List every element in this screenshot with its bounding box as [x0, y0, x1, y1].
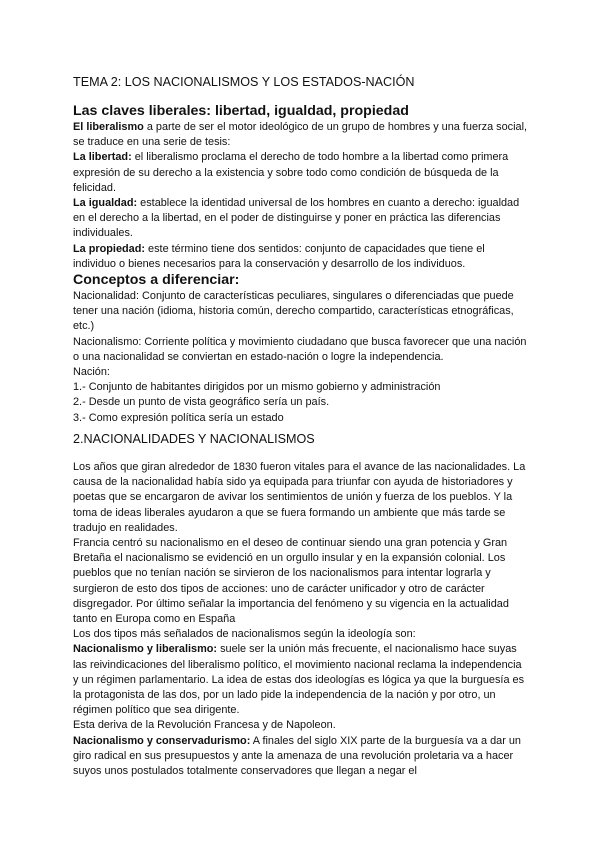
document-title: TEMA 2: LOS NACIONALISMOS Y LOS ESTADOS-NACIÓN [73, 75, 415, 89]
list-item-2: 2.- Desde un punto de vista geográfico sería un país. [73, 396, 330, 409]
section-nacionalidades [73, 460, 529, 779]
paragraph-nac-conservadurismo [73, 734, 529, 780]
section-title-nacionalidades: 2.NACIONALIDADES Y NACIONALISMOS [73, 432, 315, 446]
paragraph-nacionalismo: Nacionalismo: Corriente política y movimiento ciudadano que busca favorecer que una nación o una nacionalidad se conviertan en estado-nación o logre la independencia. [73, 335, 527, 363]
text-nac-liberalismo: suele ser la unión más frecuente, el nacionalismo hace suyas las reivindicaciones del liberalismo político, el movimiento nacional reclama la independencia y un régimen parlamentario. La idea de estas dos ideologías es lógica ya que la burguesía es la protagonista de las dos, por un lado pide la independencia de la nación y por otro, un régimen político que sea dirigente. [73, 643, 525, 717]
text-propiedad: este término tiene dos sentidos: conjunto de capacidades que tiene el individuo o bienes necesarios para la conservación y desarrollo de los individuos. [73, 242, 485, 270]
list-item-1: 1.- Conjunto de habitantes dirigidos por un mismo gobierno y administración [73, 381, 441, 394]
text-libertad: el liberalismo proclama el derecho de todo hombre a la libertad como primera expresión de su derecho a la existencia y sobre todo como condición de búsqueda de la felicidad. [73, 151, 509, 194]
term-nac-liberalismo: Nacionalismo y liberalismo: [73, 643, 218, 656]
text-liberalismo: a parte de ser el motor ideológico de un grupo de hombres y una fuerza social, se traduce en una serie de tesis: [73, 121, 528, 149]
term-liberalismo: El liberalismo [73, 121, 144, 133]
text-igualdad: establece la identidad universal de los hombres en cuanto a derecho: igualdad en el derecho a la libertad, en el poder de distinguirse y poner en práctica las diferencias individuales. [73, 197, 520, 240]
paragraph-deriva: Esta deriva de la Revolución Francesa y de Napoleon. [73, 719, 336, 732]
paragraph-1830: Los años que giran alrededor de 1830 fueron vitales para el avance de las nacionalidades. La causa de la nacionalidad había sido ya equipada para triunfar con ayuda de historiadores y poetas que se encargaron de avivar los sentimientos de unión y fuerza de los pueblos. Y la toma de ideas liberales ayudaron a que se fuera formando un ambiente que más tarde se tradujo en realidades. [73, 461, 526, 534]
paragraph-tipos: Los dos tipos más señalados de nacionalismos según la ideología son: [73, 628, 416, 641]
paragraph-liberalismo [73, 120, 529, 150]
term-libertad: La libertad: [73, 151, 132, 164]
term-nac-conservadurismo: Nacionalismo y conservadurismo: [73, 734, 251, 747]
paragraph-igualdad [73, 196, 529, 242]
section-heading-claves: Las claves liberales: libertad, igualdad, propiedad [73, 103, 409, 119]
paragraph-nacion: Nación: [73, 366, 110, 379]
paragraph-propiedad [73, 242, 529, 272]
text-nac-conservadurismo: A finales del siglo XIX parte de la burguesía va a dar un giro radical en sus presupuestos y ante la amenaza de una revolución proletaria va a hacer suyos unos postulados totalmente conservadores que llegan a negar el [73, 734, 521, 778]
section-heading-conceptos: Conceptos a diferenciar: [73, 272, 240, 289]
paragraph-francia: Francia centró su nacionalismo en el deseo de continuar siendo una gran potencia y Gran Bretaña el nacionalismo se evidenció en un orgullo insular y en la expansión colonial. Los pueblos que no tenían nación se sirvieron de los nacionalismos para intentar lograrla y surgieron de esto dos tipos de acciones: uno de carácter unificador y otro de carácter disgregador. Por último señalar la importancia del fenómeno y su vigencia en la actualidad tanto en Europa como en España [73, 537, 509, 626]
list-item-3: 3.- Como expresión política sería un estado [73, 411, 284, 424]
paragraph-nacionalidad: Nacionalidad: Conjunto de características peculiares, singulares o diferenciadas que puede tener una nación (idioma, historia común, derecho compartido, características etnográficas, etc.) [73, 290, 514, 333]
paragraph-libertad [73, 150, 529, 196]
section-liberal-claves [73, 103, 529, 426]
term-igualdad: La igualdad: [73, 197, 138, 210]
term-propiedad: La propiedad: [73, 242, 146, 255]
paragraph-nac-liberalismo [73, 642, 529, 718]
